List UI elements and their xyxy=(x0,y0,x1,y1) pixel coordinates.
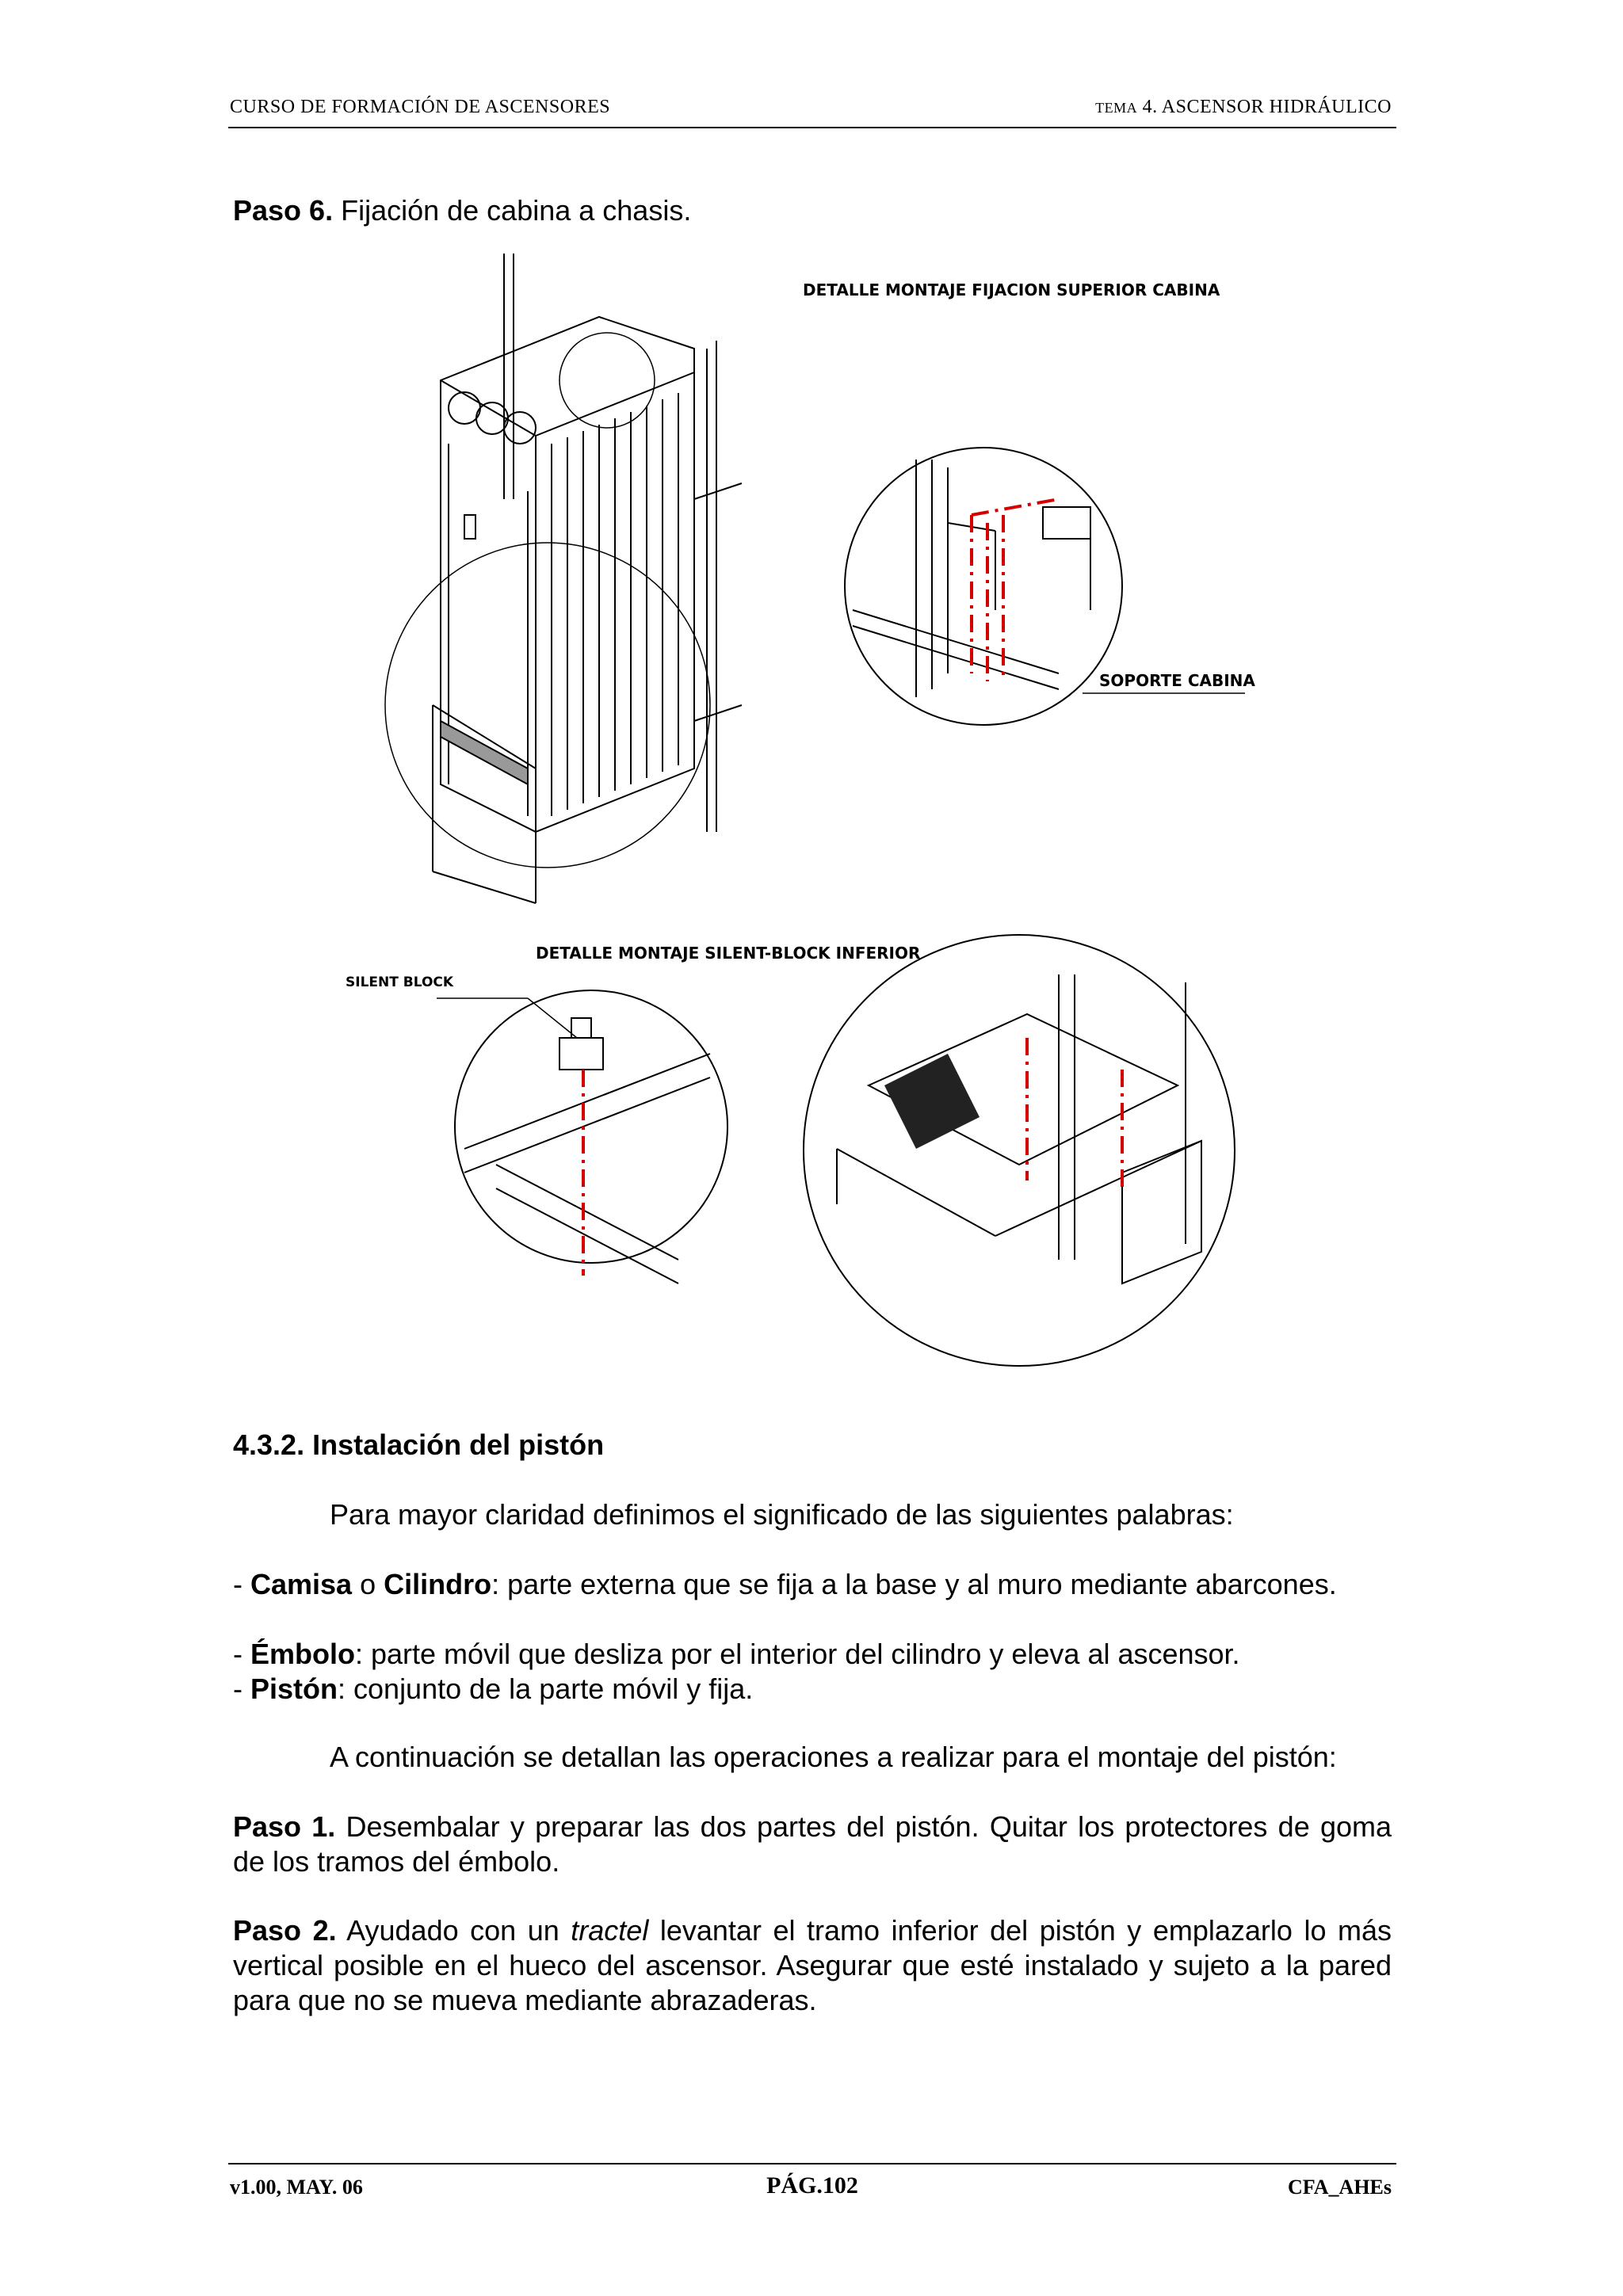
step2-paragraph: Paso 2. Ayudado con un tractel levantar el tramo inferior del pistón y emplazarlo lo más vertical posible en el hueco del ascensor. Asegurar que esté instalado y sujeto a la pared para que no se mueva mediante abrazaderas. xyxy=(233,1914,1392,2016)
floor-plate-hatch xyxy=(884,1054,980,1149)
assembly-drawing xyxy=(346,230,1265,1394)
upper-fixing-detail-circle xyxy=(845,448,1122,725)
step2-label: Paso 2. xyxy=(233,1914,337,1947)
definition-camisa: - Camisa o Cilindro: parte externa que se fija a la base y al muro mediante abarcones. xyxy=(233,1568,1337,1600)
definition-embolo: - Émbolo: parte móvil que desliza por el interior del cilindro y eleva al ascensor. xyxy=(233,1638,1240,1670)
term-piston: Pistón xyxy=(250,1672,338,1705)
term-camisa: Camisa xyxy=(250,1568,353,1600)
term-cilindro: Cilindro xyxy=(384,1568,492,1600)
page-footer xyxy=(228,2163,1396,2212)
silent-block-detail-drawing xyxy=(464,1018,710,1283)
header-course-title: CURSO DE FORMACIÓN DE ASCENSORES xyxy=(230,97,611,117)
assembly-figure xyxy=(346,230,1265,1394)
step6-text: Fijación de cabina a chasis. xyxy=(333,194,692,227)
intro-paragraph: Para mayor claridad definimos el significado de las siguientes palabras: xyxy=(330,1498,1234,1531)
step1-label: Paso 1. xyxy=(233,1810,336,1843)
definition-piston: - Pistón: conjunto de la parte móvil y fija. xyxy=(233,1672,754,1705)
label-bottom-detail: DETALLE MONTAJE SILENT-BLOCK INFERIOR xyxy=(536,944,921,963)
alignment-lines xyxy=(583,499,1122,1276)
footer-version: v1.00, MAY. 06 xyxy=(230,2176,363,2199)
label-silent-block: SILENT BLOCK xyxy=(346,974,454,990)
cabin-isometric-drawing xyxy=(433,254,742,903)
term-embolo: Émbolo xyxy=(250,1638,355,1670)
header-chapter-prefix: TEMA xyxy=(1095,100,1138,116)
footer-code: CFA_AHEs xyxy=(1288,2176,1392,2199)
label-top-detail: DETALLE MONTAJE FIJACION SUPERIOR CABINA xyxy=(803,280,1220,299)
continuation-paragraph: A continuación se detallan las operaciones a realizar para el montaje del pistón: xyxy=(330,1741,1337,1773)
lower-frame-detail-circle xyxy=(804,935,1235,1366)
footer-page-number: PÁG.102 xyxy=(766,2172,858,2199)
step6-label: Paso 6. xyxy=(233,194,334,227)
lower-frame-detail-drawing xyxy=(837,974,1201,1283)
section-title: 4.3.2. Instalación del pistón xyxy=(233,1428,605,1461)
upper-detail-callout-circle xyxy=(559,333,655,428)
header-chapter-title: 4. ASCENSOR HIDRÁULICO xyxy=(1142,97,1392,117)
header-chapter xyxy=(1095,97,1392,118)
step6-paragraph xyxy=(233,193,691,228)
label-support-cabin: SOPORTE CABINA xyxy=(1099,671,1255,690)
term-tractel: tractel xyxy=(571,1914,649,1947)
step1-paragraph: Paso 1. Desembalar y preparar las dos partes del pistón. Quitar los protectores de goma de los tramos del émbolo. xyxy=(233,1810,1392,1878)
page-header xyxy=(228,95,1396,128)
